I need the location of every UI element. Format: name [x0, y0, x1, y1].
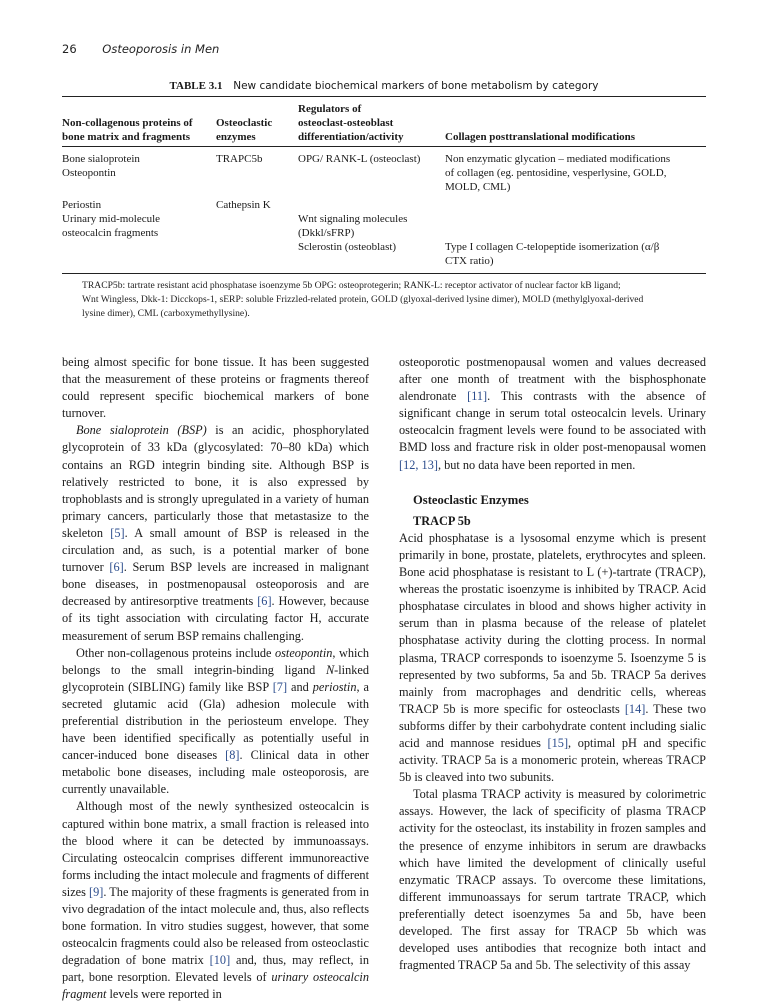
table-cell: OPG/ RANK-L (osteoclast) [298, 153, 421, 165]
paragraph-other-proteins [62, 645, 369, 799]
table-label: TABLE 3.1 [169, 80, 223, 92]
text: Acid phosphatase is a lysosomal enzyme which is present primarily in bone, prostate, platelets, erythrocytes and spleen. Bone acid phosphatase is resistant to L (+)-tartrate (TRACP), whereas the prostatic isoenzyme is inhibited by TRACP. Acid phosphatase circulates in blood and shows higher activity in serum than in plasma because of the release of platelet phosphatase activity during the clotting process. In normal plasma, TRACP corresponds to isoenzyme 5. Isoenzyme 5 is represented by two subforms, 5a and 5b. TRACP 5a derives mainly from macrophages and dendritic cells, whereas TRACP 5b is more specific for osteoclasts [399, 530, 706, 716]
col-header-line: differentiation/activity [298, 131, 404, 143]
term: N [325, 662, 335, 677]
cell-line: Bone sialoprotein [62, 153, 140, 165]
col-header-line: bone matrix and fragments [62, 131, 191, 143]
text: and [287, 679, 313, 694]
cell-line: MOLD, CML) [445, 181, 511, 193]
cell-line: Wnt signaling molecules [298, 213, 408, 225]
col-header-osteoclastic [216, 116, 296, 144]
term: urinary osteocalcin fragment [62, 970, 370, 1002]
paragraph-osteocalcin [62, 798, 369, 1003]
cell-line: Non enzymatic glycation – mediated modifications [445, 153, 671, 165]
cell-line: Urinary mid-molecule [62, 213, 161, 225]
table-title: New candidate biochemical markers of bone metabolism by category [233, 80, 599, 92]
citation-link[interactable]: [7] [272, 679, 288, 694]
term: periostin [312, 679, 357, 694]
citation-link[interactable]: [15] [547, 735, 569, 750]
col-header-line: Osteoclastic [216, 117, 273, 129]
running-head [62, 42, 219, 56]
citation-link[interactable]: [9] [89, 884, 104, 899]
citation-link[interactable]: [14] [624, 701, 646, 716]
citation-link[interactable]: [6] [257, 594, 272, 609]
subsection-heading: TRACP 5b [413, 513, 471, 528]
col-header-collagen: Collagen posttranslational modifications [445, 131, 636, 143]
text: , which belongs to the small integrin-binding ligand [62, 645, 369, 677]
table-caption [62, 80, 706, 92]
paragraph-acid-phosphatase [399, 530, 706, 786]
cell-line: of collagen (eg. pentosidine, vesperlysine, GOLD, [445, 167, 667, 179]
cell-line: Periostin [62, 199, 102, 211]
cell-line: Type I collagen C-telopeptide isomerization (α/β [445, 241, 660, 253]
col-header-line: enzymes [216, 131, 256, 143]
text: Other non-collagenous proteins include [76, 645, 275, 660]
text: levels were reported in [106, 987, 222, 1002]
paragraph: being almost specific for bone tissue. It has been suggested that the measurement of these proteins or fragments thereof could represent specific biochemical markers of bone turnover. [62, 355, 369, 421]
text: and, thus, may reflect, in part, bone resorption. Elevated levels of [62, 953, 369, 985]
text: is an acidic, phosphorylated glycoprotein of 33 kDa (glycosylated: 70–80 kDa) which contains an RGD integrin binding site. Although BSP is relatively restricted to bone, it is also expressed by trophoblasts and is strongly upregulated in a variety of human primary cancers, particularly those that metastasize to the skeleton [62, 423, 369, 540]
citation-link[interactable]: [6] [109, 560, 124, 575]
table-cell [298, 212, 443, 254]
table-cell [445, 240, 705, 268]
cell-line: (Dkkl/sFRP) [298, 227, 355, 239]
text: , optimal pH and specific activity. TRACP 5a is a monomeric protein, whereas TRACP 5b is cleaved into two subunits. [399, 735, 706, 785]
table-cell [62, 198, 212, 240]
col-header-line: osteoclast-osteoblast [298, 117, 394, 129]
left-column [62, 354, 369, 1004]
col-header-regulators [298, 102, 443, 144]
table-header-rule [62, 146, 706, 147]
section-heading: Osteoclastic Enzymes [413, 492, 529, 507]
citation-link[interactable]: [5] [110, 525, 125, 540]
term: Bone sialoprotein (BSP) [76, 423, 207, 438]
table-cell [445, 152, 705, 194]
term: osteopontin [275, 645, 333, 660]
running-title: Osteoporosis in Men [102, 42, 220, 56]
col-header-line: Regulators of [298, 103, 362, 115]
citation-link[interactable]: [10] [209, 953, 231, 968]
text: . However, because of its tight association with circulating factor H, accurate measurement of serum BSP remains challenging. [62, 594, 369, 643]
cell-line: Sclerostin (osteoblast) [298, 241, 397, 253]
text: . The majority of these fragments is generated from in vivo degradation of the intact molecule and, thus, also reflects bone formation. In vitro studies suggest, however, that some osteocalcin fragments could also be released from osteoclastic degradation of bone matrix [62, 884, 369, 968]
citation-link[interactable]: [12, 13] [399, 457, 438, 472]
cell-line: CTX ratio) [445, 255, 494, 267]
text: osteoporotic postmenopausal women and values decreased after one month of treatment with the bisphosphonate alendronate [399, 355, 706, 404]
table-cell: Cathepsin K [216, 199, 271, 211]
table-footnote [82, 279, 692, 321]
table-cell: TRAPC5b [216, 153, 263, 165]
text: , but no data have been reported in men. [437, 457, 636, 472]
text: , a secreted glutamic acid (Gla) adhesion molecule with preferential distribution in the periosteum envelope. They have been identified specifically as potentially useful in cancer-induced bone diseases [62, 679, 370, 763]
text: Although most of the newly synthesized osteocalcin is captured within bone matrix, a small fraction is released into the blood where it can be detected by immunoassays. Circulating osteocalcin comprises different immunoreactive forms including the intact molecule and fragments of different sizes [62, 799, 369, 899]
cell-line: osteocalcin fragments [62, 227, 159, 239]
text: . These two subforms differ by their carbohydrate content including sialic acid and mannose residues [399, 701, 706, 750]
text: -linked glycoprotein (SIBLING) family like BSP [62, 662, 369, 694]
text: . Serum BSP levels are increased in malignant bone diseases, in postmenopausal osteoporosis and are decreased by antiresorptive treatments [62, 560, 370, 609]
col-header-noncollagenous [62, 116, 212, 144]
table-cell [62, 152, 212, 180]
citation-link[interactable]: [8] [225, 748, 240, 763]
footnote-line: TRACP5b: tartrate resistant acid phosphatase isoenzyme 5b OPG: osteoprotegerin; RANK-L: receptor activator of nuclear factor kB ligand; [82, 280, 621, 291]
table-bottom-rule [62, 273, 706, 274]
page-number: 26 [62, 42, 77, 56]
right-column [399, 354, 706, 974]
footnote-line: Wnt Wingless, Dkk-1: Dicckops-1, sERP: soluble Frizzled-related protein, GOLD (glyoxal-derived lysine dimer), MOLD (methylglyoxal-derived [82, 294, 644, 305]
text: . Clinical data in other metabolic bone diseases, including male osteoporosis, are currently unavailable. [62, 748, 369, 797]
col-header-line: Non-collagenous proteins of [62, 117, 193, 129]
text: . This contrasts with the absence of significant change in serum total osteocalcin levels. Urinary osteocalcin fragment levels were found to be associated with BMD loss and fracture risk in older post-menopausal women [399, 389, 706, 455]
footnote-line: lysine dimer), CML (carboxymethyllysine). [82, 308, 250, 319]
citation-link[interactable]: [11] [467, 389, 488, 404]
paragraph [399, 354, 706, 474]
table-top-rule [62, 96, 706, 97]
cell-line: Osteopontin [62, 167, 116, 179]
paragraph-tracp-assays: Total plasma TRACP activity is measured by colorimetric assays. However, the lack of specificity of plasma TRACP activity for the osteoclast, its instability in frozen samples and the presence of enzyme inhibitors in serum are drawbacks which have limited the development of clinically useful enzymatic TRACP assays. To overcome these limitations, different immunoassays for serum tartrate TRACP, which preferentially detect isoenzymes 5a and 5b, have been developed. The first assay for TRACP 5b which was developed uses antibodies that recognize both intact and fragmented TRACP 5a and 5b. The selectivity of this assay [399, 787, 706, 973]
text: . A small amount of BSP is released in the circulation and, as such, is a potential marker of bone turnover [62, 525, 369, 575]
paragraph-bsp [62, 422, 369, 644]
